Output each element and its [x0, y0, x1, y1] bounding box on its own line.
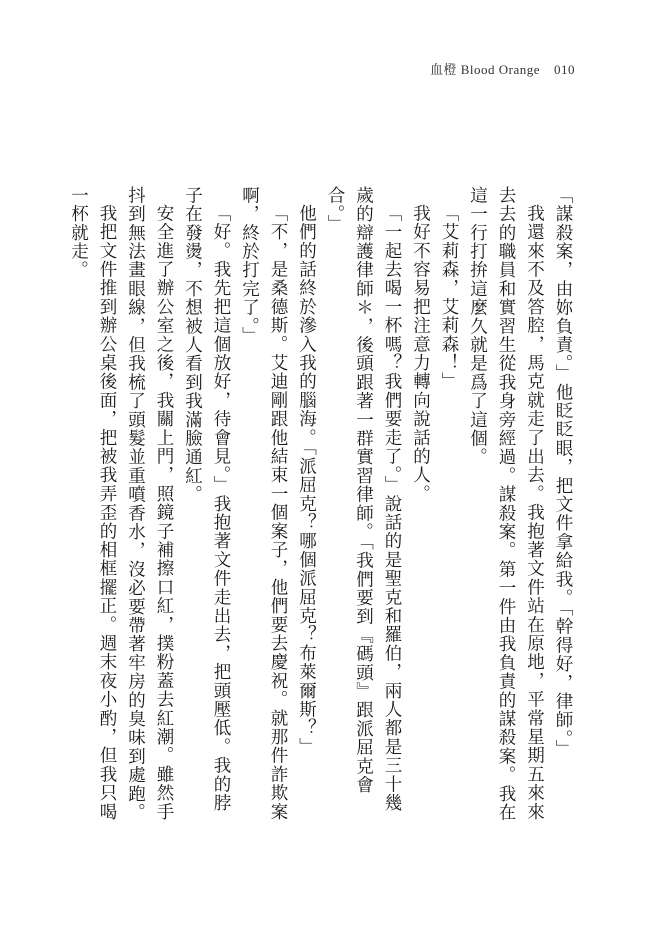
body-text [64, 186, 577, 826]
running-header [430, 59, 575, 78]
paragraph: 我好不容易把注意力轉向說話的人。 [410, 203, 431, 503]
paragraph: 「謀殺案，由妳負責。」他眨眨眼，把文件拿給我。「幹得好，律師。」 [553, 186, 573, 759]
book-title-english: Blood Orange [460, 62, 540, 77]
paragraph: 他們的話終於滲入我的腦海。「派屈克？哪個派屈克？布萊爾斯？」 [296, 203, 317, 756]
paragraph: 「不，是桑德斯。艾迪剛跟他結束一個案子，他們要去慶祝。就那件詐欺案啊，終於打完了。」 [239, 186, 288, 821]
paragraph: 我把文件推到辦公桌後面，把被我弄歪的相框擺正。週末夜小酌，但我只喝一杯就走。 [68, 186, 117, 821]
paragraph: 「艾莉森，艾莉森！」 [439, 203, 459, 391]
paragraph: 安全進了辦公室之後，我關上門，照鏡子補擦口紅，撲粉蓋去紅潮。雖然手抖到無法畫眼線，但我梳了頭髮並重噴香水，沒必要帶著牢房的臭味到處跑。 [125, 186, 174, 822]
page-number: 010 [554, 62, 575, 77]
paragraph: 我還來不及答腔，馬克就走了出去。我抱著文件站在原地，平常星期五來來去去的職員和實習生從我身旁經過。謀殺案。第一件由我負責的謀殺案。我在這一行打拚這麼久就是爲了這個。 [467, 186, 545, 822]
book-title-chinese: 血橙 [429, 62, 457, 77]
paragraph: 「一起去喝一杯嗎？我們要走了。」說話的是聖克和羅伯，兩人都是三十幾歲的辯護律師＊，後頭跟著一群實習律師。「我們要到『碼頭』跟派屈克會合。」 [325, 186, 402, 812]
paragraph: 「好。我先把這個放好，待會見。」我抱著文件走出去，把頭壓低。我的脖子在發燙，不想被人看到我滿臉通紅。 [182, 186, 231, 812]
